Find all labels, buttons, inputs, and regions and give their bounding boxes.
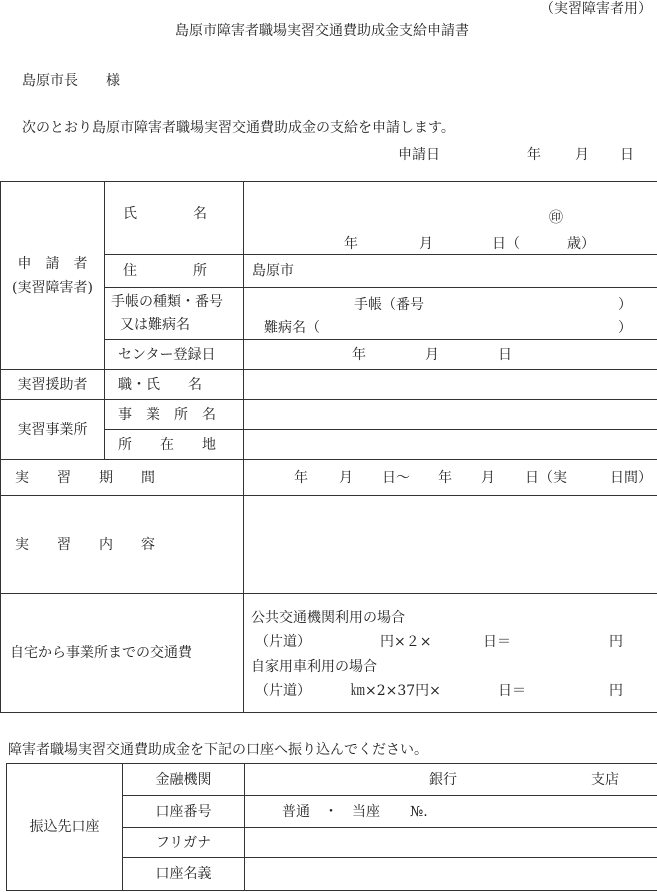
application-date-label: 申請日: [398, 147, 440, 163]
bank-suffix: 銀行: [429, 772, 457, 788]
center-reg-year: 年: [352, 347, 366, 363]
disease-close-paren: ）: [618, 320, 632, 336]
address-label-cell: [105, 255, 244, 288]
application-date-day: 日: [620, 147, 634, 163]
office-name-field[interactable]: [244, 400, 657, 430]
period-end-day: 日（実: [525, 470, 567, 486]
assistant-field[interactable]: [244, 370, 657, 400]
account-name-label-cell: [123, 858, 245, 891]
address-value: 島原市: [252, 263, 294, 279]
center-reg-label: センター登録日: [118, 346, 216, 363]
period-end-month: 月: [481, 470, 495, 486]
location-label-cell: [105, 430, 244, 460]
account-type-options: 普通 ・ 当座: [282, 804, 380, 820]
furigana-field[interactable]: [245, 828, 657, 858]
furigana-label: フリガナ: [155, 834, 212, 851]
furigana-label-cell: [123, 828, 245, 858]
form-type-label: （実習障害者用）: [540, 1, 652, 17]
center-reg-field[interactable]: [244, 340, 657, 370]
period-label: 実 習 期 間: [15, 469, 155, 486]
handbook-field[interactable]: [244, 288, 657, 340]
assistant-group-cell: [1, 370, 105, 400]
name-label-cell: [105, 182, 244, 255]
assistant-label-cell: [105, 370, 244, 400]
public-days-label: 日＝: [483, 634, 511, 650]
applicant-group-cell: [1, 182, 105, 370]
handbook-close-paren: ）: [618, 297, 632, 313]
handbook-label: 手帳の種類・番号: [111, 294, 223, 310]
public-oneway-label: （片道）: [255, 634, 311, 650]
number-mark: №.: [410, 804, 428, 820]
applicant-group-sublabel: (実習障害者): [12, 279, 93, 296]
center-reg-label-cell: [105, 340, 244, 370]
content-label-cell: [1, 496, 244, 594]
transport-field[interactable]: [244, 594, 657, 713]
institution-field[interactable]: [245, 764, 657, 796]
name-label: 氏 名: [123, 206, 207, 222]
location-field[interactable]: [244, 430, 657, 460]
application-date-year: 年: [527, 147, 541, 163]
account-name-field[interactable]: [245, 858, 657, 891]
name-field[interactable]: [244, 182, 657, 255]
institution-label: 金融機関: [155, 771, 212, 788]
handbook-number-label: 手帳（番号: [354, 297, 424, 313]
car-days-label: 日＝: [498, 683, 526, 699]
page-title: 島原市障害者職場実習交通費助成金支給申請書: [175, 23, 469, 39]
location-label: 所 在 地: [118, 436, 216, 453]
car-fare-formula: ㎞×2×37円×: [351, 683, 441, 699]
application-table: [0, 181, 657, 713]
address-field[interactable]: [244, 255, 657, 288]
bank-group-cell: [7, 764, 123, 891]
transport-label: 自宅から事業所までの交通費: [10, 645, 192, 661]
content-label: 実 習 内 容: [15, 536, 155, 553]
handbook-label-line2: 又は難病名: [120, 317, 190, 333]
period-field[interactable]: [244, 460, 657, 496]
period-end-year: 年: [438, 470, 452, 486]
period-start-year: 年: [294, 470, 308, 486]
car-oneway-label: （片道）: [255, 683, 311, 699]
branch-suffix: 支店: [591, 772, 619, 788]
public-fare-formula: 円×２×: [380, 634, 432, 650]
bank-instruction: 障害者職場実習交通費助成金を下記の口座へ振り込んでください。: [8, 742, 428, 758]
addressee: 島原市長 様: [22, 73, 120, 89]
workplace-group-cell: [1, 400, 105, 460]
birth-year: 年: [344, 236, 358, 252]
account-number-label: 口座番号: [155, 803, 212, 820]
disease-name-label: 難病名（: [264, 320, 320, 336]
applicant-group-label: 申 請 者: [17, 255, 88, 272]
center-reg-month: 月: [425, 347, 439, 363]
center-reg-day: 日: [498, 347, 512, 363]
account-name-label: 口座名義: [155, 866, 212, 882]
assistant-group-label: 実習援助者: [17, 376, 88, 393]
period-days: 日間）: [610, 470, 652, 486]
institution-label-cell: [123, 764, 245, 796]
assistant-field-label: 職・氏 名: [118, 376, 202, 393]
content-field[interactable]: [244, 496, 657, 594]
seal-mark: ㊞: [549, 210, 563, 226]
public-transport-heading: 公共交通機関利用の場合: [251, 610, 405, 626]
birth-month: 月: [419, 236, 433, 252]
handbook-label-cell: [105, 288, 244, 340]
car-yen-label: 円: [609, 683, 623, 699]
account-number-label-cell: [123, 796, 245, 828]
period-label-cell: [1, 460, 244, 496]
car-heading: 自家用車利用の場合: [251, 659, 377, 675]
period-start-day: 日〜: [382, 470, 410, 486]
bank-table: [6, 763, 657, 891]
office-label-cell: [105, 400, 244, 430]
address-label: 住 所: [123, 263, 207, 279]
application-date-month: 月: [575, 147, 589, 163]
office-label: 事 業 所 名: [118, 406, 216, 423]
request-text: 次のとおり島原市障害者職場実習交通費助成金の支給を申請します。: [22, 120, 455, 136]
period-start-month: 月: [339, 470, 353, 486]
birth-day: 日（: [492, 236, 520, 252]
bank-group-label: 振込先口座: [29, 819, 100, 835]
birth-age: 歳）: [567, 236, 595, 252]
workplace-group-label: 実習事業所: [17, 421, 88, 438]
transport-label-cell: [1, 594, 244, 713]
account-number-field[interactable]: [245, 796, 657, 828]
public-yen-label: 円: [609, 634, 623, 650]
